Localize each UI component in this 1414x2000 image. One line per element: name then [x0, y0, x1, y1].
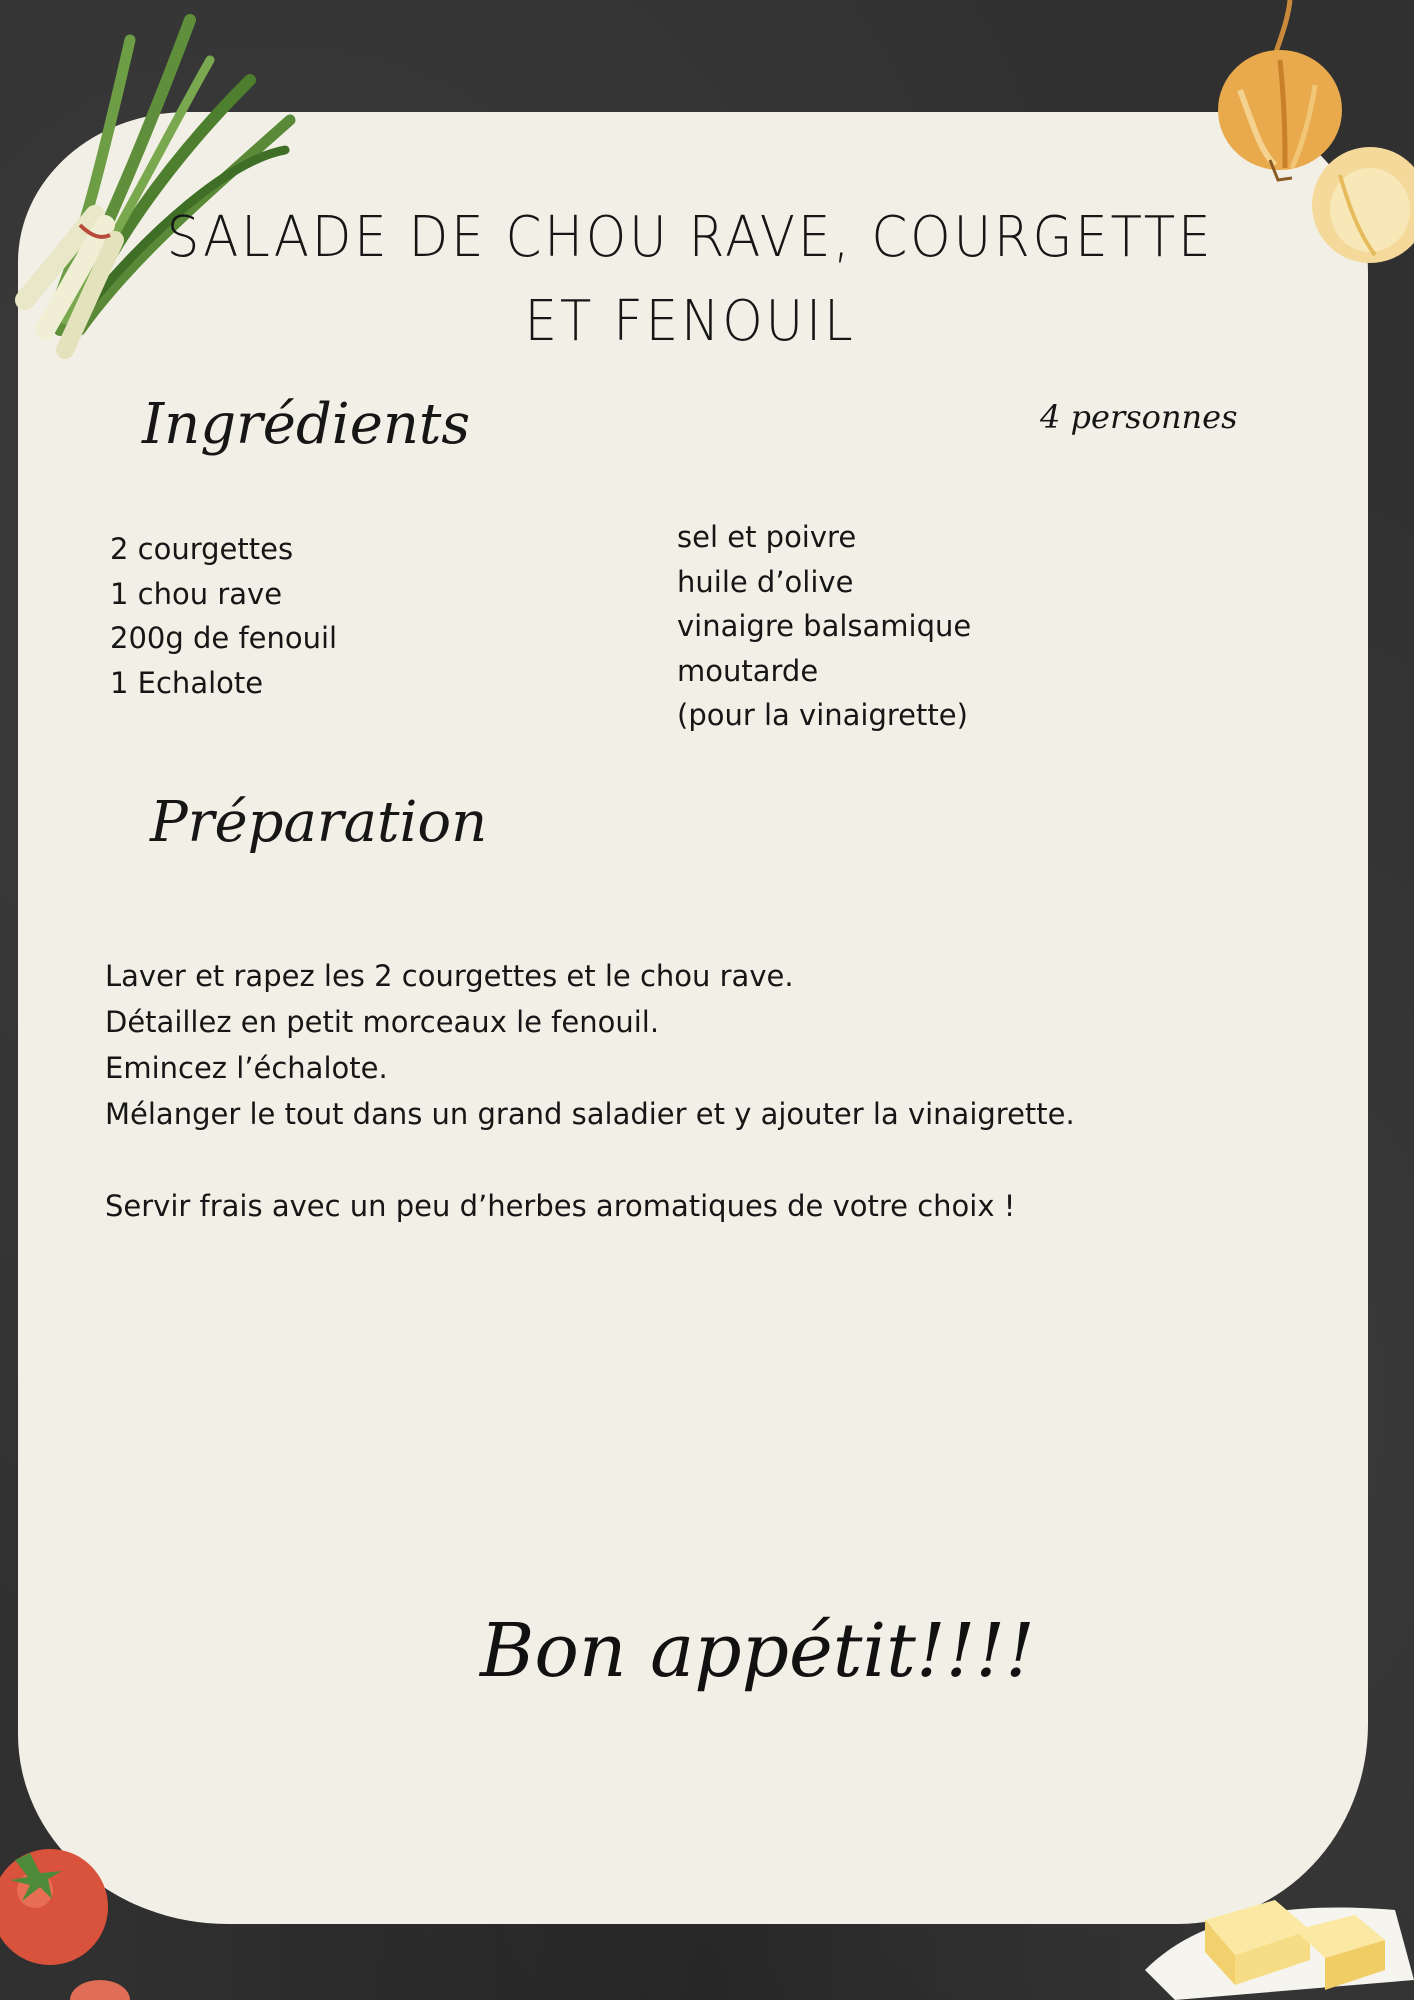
list-item: 200g de fenouil [110, 621, 338, 655]
preparation-step: Mélanger le tout dans un grand saladier et y ajouter la vinaigrette. [105, 1097, 1075, 1131]
list-item: 1 Echalote [110, 665, 264, 700]
preparation-step: Emincez l’échalote. [105, 1051, 388, 1085]
serving-note: Servir frais avec un peu d’herbes aromatiques de votre choix ! [105, 1189, 1016, 1223]
servings-label: 4 personnes [1040, 398, 1238, 436]
list-item: huile d’olive [677, 564, 854, 599]
list-item: moutarde [677, 653, 819, 688]
preparation-step: Détaillez en petit morceaux le fenouil. [105, 1005, 660, 1039]
preparation-steps [105, 953, 1305, 1229]
list-item: (pour la vinaigrette) [677, 698, 968, 732]
preparation-step: Laver et rapez les 2 courgettes et le chou rave. [105, 959, 794, 993]
list-item: vinaigre balsamique [677, 609, 972, 643]
list-item: sel et poivre [677, 520, 857, 554]
list-item: 2 courgettes [110, 532, 294, 566]
ingredients-list-left [110, 527, 337, 705]
butter-icon [1135, 1860, 1414, 2000]
spacer [105, 1137, 1305, 1183]
ingredients-list-right [677, 515, 971, 738]
list-item: 1 chou rave [110, 576, 283, 611]
recipe-title: SALADE DE CHOU RAVE, COURGETTE ET FENOUIL [166, 205, 1214, 354]
closing-message: Bon appétit!!!! [480, 1608, 1035, 1694]
tomato-icon [0, 1835, 150, 2000]
ingredients-heading: Ingrédients [142, 392, 471, 457]
preparation-heading: Préparation [150, 790, 488, 855]
